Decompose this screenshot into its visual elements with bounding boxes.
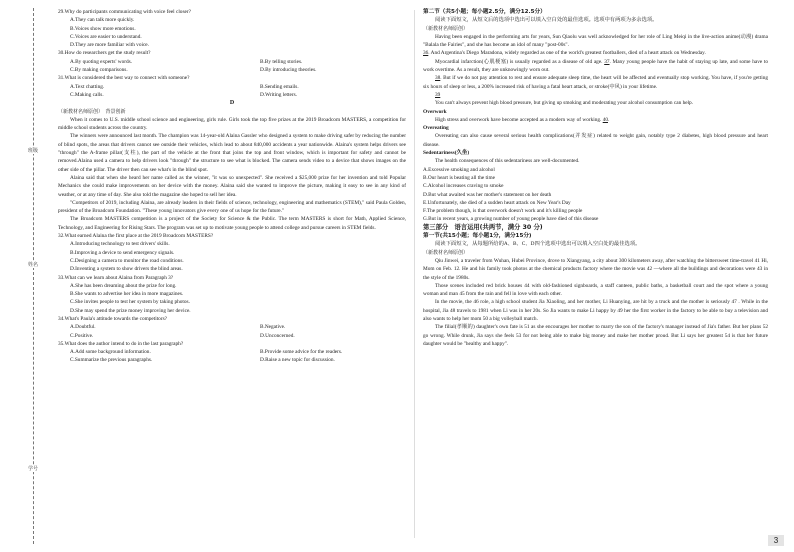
blank-39: 39 [435, 91, 441, 98]
blank-38: 38 [435, 75, 441, 82]
student-id-label: 学号 [27, 466, 38, 472]
option: A.By quoting experts' words. [70, 58, 133, 65]
option: C.By making comparisons. [70, 67, 128, 74]
section-d-heading: D [229, 100, 235, 107]
paragraph: Qiu Jinwei, a traveler from Wuhan, Hubei Province, drove to Xiangyang, a city about 300 kilometers away, after watching the bittersweet time-travel 41 Hi, Mom on Feb. 12. He and his family took photos at the chemical products factory where the movie was 42 —where all the buildings and decorations were 43 in the style of the 1980s. [423, 257, 768, 281]
paragraph [423, 91, 768, 99]
option-row [58, 356, 406, 364]
paragraph: The Broadcom MASTERS competition is a project of the Society for Science & the Public. The term MASTERS is short for Math, Applied Science, Technology, and Engineering for Rising Stars. The program was set up to motivate young people to attend college and pursue careers in STEM fields. [58, 216, 406, 231]
option: C.She invites people to test her system by taking photos. [70, 299, 190, 306]
option: F.The problem though, is that overwork doesn't work and it's killing people [423, 208, 583, 215]
blank-40: 40 [602, 116, 608, 123]
option: B.Provide some advice for the readers. [260, 349, 343, 356]
option-row [58, 323, 406, 331]
page-number: 3 [768, 535, 784, 546]
question-35: 35.What does the author intend to do in the last paragraph? [58, 340, 184, 347]
option: C.Summarize the previous paragraphs. [70, 357, 153, 364]
class-label: 班级 [27, 148, 38, 154]
question-34: 34.What's Paula's attitude towards the competitors? [58, 315, 167, 322]
option: B.Improving a device to send emergency signals. [70, 249, 175, 256]
paragraph: The winners were announced last month. The champion was 14-year-old Alaina Gassler who designed a system to make driving safer by reducing the number of blind spots, the areas that drivers cannot see outside their vehicles, which lead to about 840,000 accidents a year nationwide. Alaina's system helps drivers see "through" the A-frame pillar(支柱), the part of the vehicle at the front that joins the top and front window, which is important for safety and cannot be removed.Alaina used a camera to help drivers look "through" the structure to see what is blocked. The camera sends video to a device that shows images on the other side of the pillar. The driver then can see what's in the blind spot. [58, 133, 406, 173]
paragraph-text: But if we do not pay attention to rest and ensure adequate sleep time, the heart will be affected and eventually stop working. You have, if you're getting six hours of sleep or less, a 200% increased risk of having a fatal heart attack, or stroke(中风) in your lifetime. [423, 75, 768, 90]
option: D.Inventing a system to show drivers the blind areas. [70, 266, 183, 273]
option: B.She wants to advertise her idea in more magazines. [70, 291, 184, 298]
paragraph-text: Many young people have the habit of staying up late, and some have to work overtime. As a result, they are unknowingly worn out. [423, 58, 768, 74]
paragraph: The filial(孝顺的) daughter's own fate is 51 as she encourages her mother to marry the son of the factory's manager instead of Jia's father. But her plans 52 go wrong. While drunk, Jia says she feels 53 for not being able to make big money and make her mother proud. But Li says her greatest 54 is that her future daughter would be "healthy and happy". [423, 324, 768, 347]
paragraph: Alaina said that when she heard her name called as the winner, "it was so unexpected". She received a $25,000 prize for her invention and told Popular Mechanics she could make improvements on her device with the money. Alaina said she wanted to improve the picture, making it easy to see in any kind of weather, or at any time of day. She also told the magazine she hoped to sell her idea. [58, 174, 406, 198]
option-row [58, 58, 406, 66]
option-row [58, 66, 406, 74]
option: D.Raise a new topic for discussion. [260, 357, 335, 364]
paragraph: In the movie, the 46 role, a high school student Jia Xiaoling, and her mother, Li Huanying, are hit by a truck and the mother is seriously 47 . While in the hospital, Jia 48 travels to 1981 when Li was in her 20s. So Jia wants to make Li happy by 49 her the first worker in the factory to be able to buy a television and also wants to help her mom 50 a big volleyball match. [423, 299, 768, 322]
paragraph: The health consequences of this sedentariness are well-documented. [435, 158, 580, 165]
question-29: 29.Why do participants communicating with voice feel closer? [58, 9, 191, 15]
option: D.But what awaited was her mother's statement on her death [423, 191, 552, 198]
paragraph: Those scenes included red brick houses 44 with old-fashioned signboards, a staff canteen, public baths, a basketball court and the spot where a young woman and man 45 from the rain and fell in love with each other. [423, 282, 768, 298]
option: D.They are more familiar with voice. [70, 42, 149, 49]
option: A.Excessive smoking and alcohol [423, 166, 495, 173]
cut-line [33, 8, 34, 544]
paragraph: Having been engaged in the performing arts for years, Sun Qiaolu was well acknowledged for her role of Ling Meiqi in the live-action anime(动漫) drama "Balala the Fairies", and she has become an idol of many "post-00s". [423, 33, 768, 49]
option: C.Designing a camera to monitor the road conditions. [70, 257, 184, 264]
paragraph: "Competitors of 2019, including Alaina, are already leaders in their fields of science, technology, engineering and mathematics (STEM)," said Paula Golden, president of the Broadcom Foundation. "These young innovators give every one of us hope for the future." [58, 199, 406, 215]
option-row [58, 348, 406, 356]
option: A.She has been dreaming about the prize for long. [70, 282, 177, 289]
option-row [58, 332, 406, 340]
source-note: （新教材名师原创） [423, 25, 469, 32]
source-note: （新教材名师原创） [423, 249, 469, 256]
option: D.Writing letters. [260, 91, 298, 98]
paragraph: High stress and overwork have become accepted as a modern way of working. 40. [435, 116, 610, 123]
option-row [58, 83, 406, 91]
option: A.Add some background information. [70, 349, 151, 356]
option: D.By introducing theories. [260, 67, 317, 74]
binding-margin [0, 0, 46, 552]
name-label: 姓名 [27, 262, 38, 268]
option: C.Positive. [70, 332, 94, 339]
column-divider [414, 10, 415, 538]
paragraph: 36. And Argentina's Diego Maradona, widely regarded as one of the world's greatest footballers, died of a heart attack on Wednesday. [423, 50, 706, 57]
option: A.They can talk more quickly. [70, 17, 135, 24]
paragraph-text: Myocardial infarction(心肌梗塞) is usually regarded as a disease of old age. [435, 58, 603, 65]
option: C.Making calls. [70, 91, 104, 98]
paragraph-text: And Argentina's Diego Maradona, widely regarded as one of the world's greatest footballers, died of a heart attack on Wednesday. [430, 50, 706, 57]
option: A.Text chatting. [70, 83, 105, 90]
option-row [58, 91, 406, 99]
option: C.Alcohol increases craving to smoke [423, 183, 504, 190]
option: E.Unfortunately, she died of a sudden heart attack on New Year's Day [423, 199, 571, 206]
instruction: 阅读下面短文，从短文后的选项中选出可以填入空白处的最佳选项。选项中有两项为多余选项。 [435, 17, 658, 24]
option: B.Sending emails. [260, 83, 299, 90]
option: B.Negative. [260, 324, 286, 331]
blank-36: 36 [423, 50, 429, 57]
paragraph: 38. But if we do not pay attention to rest and ensure adequate sleep time, the heart will be affected and eventually stop working. You have, if you're getting six hours of sleep or less, a 200% increased risk of having a fatal heart attack, or stroke(中风) in your lifetime. [423, 75, 768, 90]
paragraph: Overeating can also cause several serious health complications(并发症) related to weight gain, notably type 2 diabetes, high blood pressure and heart disease. [423, 133, 768, 148]
paragraph: Myocardial infarction(心肌梗塞) is usually regarded as a disease of old age. 37. Many young people have the habit of staying up late, and some have to work overtime. As a result, they are unknowingly worn out. [423, 58, 768, 74]
source-note: （新教材名师原创） 背景创新 [58, 108, 126, 115]
section-2-title: 第二节（共5小题；每小题2.5分，满分12.5分） [423, 9, 546, 15]
option: B.By telling stories. [260, 58, 303, 65]
blank-37: 37 [604, 58, 610, 65]
option: G.But in recent years, a growing number of young people have died of this disease [423, 216, 599, 223]
option: A.Introducing technology to test drivers' skills. [70, 241, 170, 248]
option: B.Our heart is beating all the time [423, 174, 495, 181]
heading-overwork: Overwork [423, 108, 447, 115]
right-column [423, 8, 768, 542]
question-31: 31.What is considered the best way to connect with someone? [58, 75, 190, 82]
heading-sedentariness: Sedentariness(久坐) [423, 150, 470, 157]
heading-overeating: Overeating [423, 125, 449, 132]
instruction: 阅读下面短文，从每题所给的A、B、C、D四个选项中选出可以填入空白处的最佳选项。 [435, 241, 641, 248]
left-column [58, 8, 406, 542]
paragraph-text: High stress and overwork have become accepted as a modern way of working. [435, 116, 602, 123]
question-32: 32.What earned Alaina the first place at the 2019 Broadcom MASTERS? [58, 233, 214, 240]
option: D.She may spend the prize money improving her device. [70, 307, 191, 314]
question-30: 30.How do researchers get the study result? [58, 50, 151, 57]
option: A.Doubtful. [70, 324, 96, 331]
paragraph: You can't always prevent high blood pressure, but giving up smoking and moderating your alcohol consumption can help. [435, 100, 694, 107]
option: B.Voices show more emotions. [70, 25, 136, 32]
paragraph: When it comes to U.S. middle school science and engineering, girls rule. Girls took the top five prizes at the 2019 Broadcom MASTERS, a competition for middle school students across the country. [58, 116, 406, 132]
option: C.Voices are easier to understand. [70, 33, 142, 40]
question-33: 33.What can we learn about Alaina from Paragraph 3? [58, 274, 174, 281]
section-1-title: 第一节(共15小题；每小题1分，满分15分) [423, 233, 532, 240]
option: D.Unconcerned. [260, 332, 295, 339]
part-3-title: 第三部分 语言运用(共两节，满分 30 分) [423, 223, 543, 231]
